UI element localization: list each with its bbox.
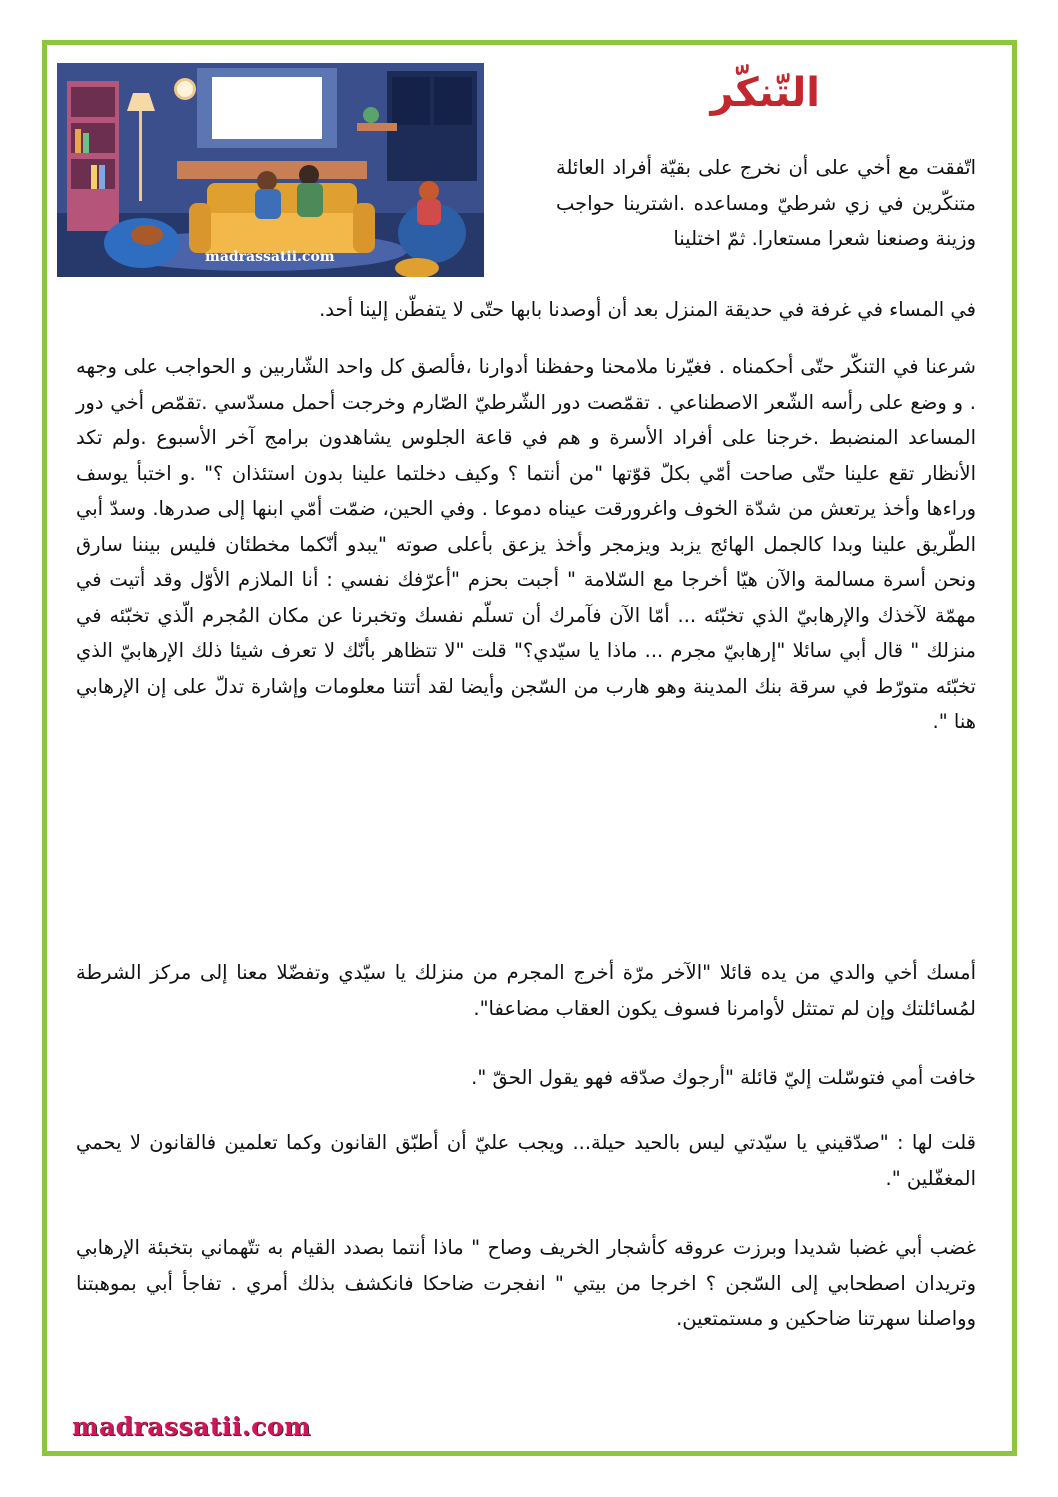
living-room-illustration [57,63,484,277]
page-title: التّنكّر [710,70,820,116]
paragraph-4: خافت أمي فتوسّلت إليّ قائلة "أرجوك صدّقه فهو يقول الحقّ ". [471,1066,976,1089]
footer-site-name: madrassatii.com [72,1412,311,1441]
paragraph-1: اتّفقت مع أخي على أن نخرج على بقيّة أفراد العائلة متنكّرين في زي شرطيّ ومساعده .اشترينا حواجب وزينة وصنعنا شعرا مستعارا. ثمّ اختلينا [556,156,976,250]
paragraph-2: شرعنا في التنكّر حتّى أحكمناه . فغيّرنا ملامحنا وحفظنا أدوارنا ،فألصق كل واحد الشّاربين و الحواجب على وجهه . و وضع على رأسه الشّعر الاصطناعي . تقمّصت دور الشّرطيّ الصّارم وخرجت أحمل مسدّسي .تقمّص أخي دور المساعد المنضبط .خرجنا على أفراد الأسرة و هم في قاعة الجلوس يشاهدون برامج آخر الأسبوع .ولم تكد الأنظار تقع علينا حتّى صاحت أمّي بكلّ قوّتها "من أنتما ؟ وكيف دخلتما علينا بدون استئذان ؟" .و اختبأ يوسف وراءها وأخذ يرتعش من شدّة الخوف واغرورقت عيناه دموعا . وفي الحين، ضمّت أمّي ابنها إلى صدرها. وسدّ أبي الطّريق علينا وبدا كالجمل الهائج يزبد ويزمجر وأخذ يزعق بأعلى صوته "يبدو أنّكما مخطئان فليس بيننا سارق ونحن أسرة مسالمة والآن هيّا أخرجا مع السّلامة " أجبت بحزم "أعرّفك نفسي : أنا الملازم الأوّل وقد أتيت في مهمّة لآخذك والإرهابيّ الذي تخبّئه ... أمّا الآن فآمرك أن تسلّم نفسك وتخبرنا عن مكان المُجرم الّذي تخبّئه في منزلك " قال أبي سائلا "إرهابيّ مجرم ... ماذا يا سيّدي؟" قلت "لا تتظاهر بأنّك لا تعرف شيئا ذلك الإرهابيّ الذي تخبّئه متورّط في سرقة بنك المدينة وهو هارب من السّجن وأيضا لقد أتتنا معلومات وإشارة تدلّ على إن الإرهابي هنا ". [76,355,976,733]
paragraph-6: غضب أبي غضبا شديدا وبرزت عروقه كأشجار الخريف وصاح " ماذا أنتما بصدد القيام به تتّهماني بتخبئة الإرهابي وتريدان اصطحابي إلى السّجن ؟ اخرجا من بيتي " انفجرت ضاحكا فانكشف بذلك أمري . تفاجأ أبي بموهبتنا وواصلنا سهرتنا ضاحكين و مستمتعين. [76,1236,976,1330]
paragraph-3: أمسك أخي والدي من يده قائلا "الآخر مرّة أخرج المجرم من منزلك يا سيّدي وتفضّلا معنا إلى مركز الشرطة لمُسائلتك وإن لم تمتثل لأوامرنا فسوف يكون العقاب مضاعفا". [76,961,976,1020]
paragraph-5: قلت لها : "صدّقيني يا سيّدتي ليس بالحيد حيلة... ويجب عليّ أن أطبّق القانون وكما تعلمين فالقانون لا يحمي المغفّلين ". [76,1131,976,1190]
illustration-watermark: madrassatii.com [205,249,335,265]
paragraph-1-continued: في المساء في غرفة في حديقة المنزل بعد أن أوصدنا بابها حتّى لا يتفطّن إلينا أحد. [319,298,976,321]
